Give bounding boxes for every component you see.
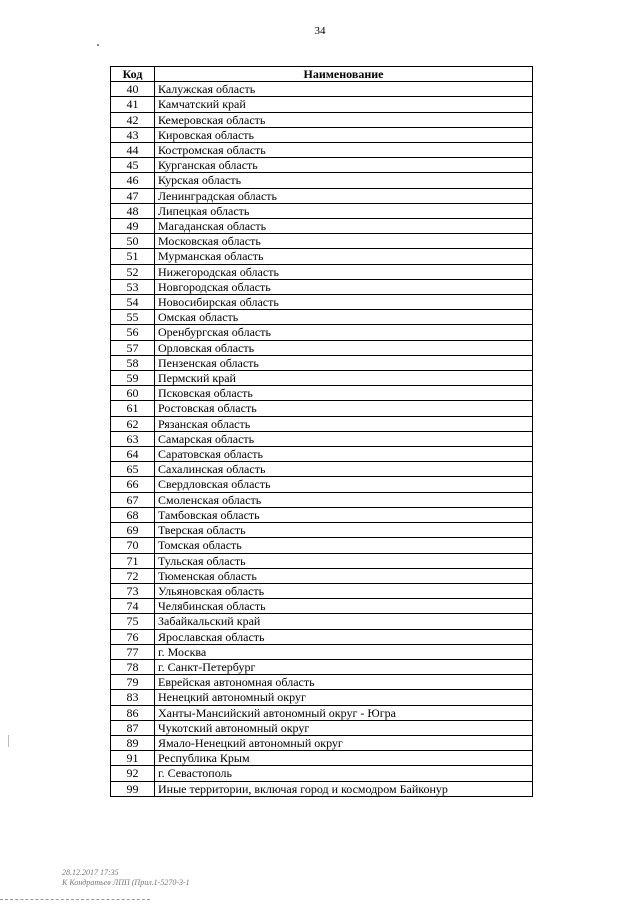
header-name: Наименование	[155, 67, 533, 82]
bottom-dashed-line	[0, 899, 150, 901]
table-row	[111, 416, 533, 431]
row-name: Сахалинская область	[155, 462, 533, 477]
row-code: 74	[111, 599, 155, 614]
row-code: 79	[111, 675, 155, 690]
table-row	[111, 477, 533, 492]
row-name: Ямало-Ненецкий автономный округ	[155, 735, 533, 750]
header-code: Код	[111, 67, 155, 82]
row-code: 99	[111, 781, 155, 796]
row-code: 54	[111, 295, 155, 310]
row-name: Забайкальский край	[155, 614, 533, 629]
table-row	[111, 614, 533, 629]
table-row	[111, 158, 533, 173]
row-code: 53	[111, 279, 155, 294]
table-row	[111, 82, 533, 97]
row-code: 87	[111, 720, 155, 735]
row-code: 59	[111, 371, 155, 386]
row-name: Тюменская область	[155, 568, 533, 583]
row-code: 45	[111, 158, 155, 173]
row-name: Пермский край	[155, 371, 533, 386]
row-code: 52	[111, 264, 155, 279]
row-name: Еврейская автономная область	[155, 675, 533, 690]
row-name: г. Санкт-Петербург	[155, 659, 533, 674]
page-number: 34	[314, 25, 326, 37]
table-row	[111, 751, 533, 766]
table-row	[111, 538, 533, 553]
table-row	[111, 219, 533, 234]
row-name: Магаданская область	[155, 219, 533, 234]
row-name: г. Севастополь	[155, 766, 533, 781]
row-code: 66	[111, 477, 155, 492]
row-code: 62	[111, 416, 155, 431]
row-name: Курская область	[155, 173, 533, 188]
row-code: 47	[111, 188, 155, 203]
region-code-table-container	[110, 66, 533, 797]
row-name: Свердловская область	[155, 477, 533, 492]
table-row	[111, 310, 533, 325]
table-row	[111, 599, 533, 614]
table-row	[111, 492, 533, 507]
row-name: Кемеровская область	[155, 112, 533, 127]
row-name: Ненецкий автономный округ	[155, 690, 533, 705]
row-code: 55	[111, 310, 155, 325]
row-code: 70	[111, 538, 155, 553]
row-name: Московская область	[155, 234, 533, 249]
table-row	[111, 629, 533, 644]
table-row	[111, 97, 533, 112]
row-code: 91	[111, 751, 155, 766]
row-code: 76	[111, 629, 155, 644]
table-row	[111, 431, 533, 446]
table-row	[111, 781, 533, 796]
row-code: 77	[111, 644, 155, 659]
region-code-table	[110, 66, 533, 797]
table-row	[111, 264, 533, 279]
table-row	[111, 295, 533, 310]
table-row	[111, 523, 533, 538]
row-code: 58	[111, 355, 155, 370]
row-name: Ярославская область	[155, 629, 533, 644]
table-row	[111, 112, 533, 127]
row-code: 78	[111, 659, 155, 674]
table-row	[111, 355, 533, 370]
row-code: 41	[111, 97, 155, 112]
scan-margin-mark	[8, 735, 9, 747]
table-row	[111, 705, 533, 720]
row-code: 65	[111, 462, 155, 477]
row-code: 86	[111, 705, 155, 720]
table-body	[111, 82, 533, 797]
table-row	[111, 127, 533, 142]
row-name: Новосибирская область	[155, 295, 533, 310]
row-code: 72	[111, 568, 155, 583]
table-row	[111, 659, 533, 674]
row-code: 50	[111, 234, 155, 249]
table-row	[111, 173, 533, 188]
table-row	[111, 735, 533, 750]
row-code: 64	[111, 447, 155, 462]
table-row	[111, 386, 533, 401]
row-name: Рязанская область	[155, 416, 533, 431]
table-row	[111, 340, 533, 355]
row-name: Смоленская область	[155, 492, 533, 507]
row-name: Иные территории, включая город и космодром Байконур	[155, 781, 533, 796]
row-name: Камчатский край	[155, 97, 533, 112]
table-row	[111, 690, 533, 705]
table-row	[111, 325, 533, 340]
row-code: 40	[111, 82, 155, 97]
row-code: 46	[111, 173, 155, 188]
footer-stamp	[62, 868, 190, 888]
row-code: 83	[111, 690, 155, 705]
row-code: 49	[111, 219, 155, 234]
table-row	[111, 553, 533, 568]
table-row	[111, 371, 533, 386]
table-row	[111, 143, 533, 158]
row-code: 57	[111, 340, 155, 355]
row-name: Курганская область	[155, 158, 533, 173]
row-name: Новгородская область	[155, 279, 533, 294]
table-row	[111, 583, 533, 598]
row-name: Ульяновская область	[155, 583, 533, 598]
row-name: Тверская область	[155, 523, 533, 538]
row-name: Ханты-Мансийский автономный округ - Югра	[155, 705, 533, 720]
row-code: 75	[111, 614, 155, 629]
row-name: Саратовская область	[155, 447, 533, 462]
row-name: Ростовская область	[155, 401, 533, 416]
row-name: Самарская область	[155, 431, 533, 446]
row-code: 71	[111, 553, 155, 568]
row-name: Нижегородская область	[155, 264, 533, 279]
row-code: 51	[111, 249, 155, 264]
row-name: Томская область	[155, 538, 533, 553]
table-row	[111, 401, 533, 416]
row-code: 63	[111, 431, 155, 446]
row-name: Чукотский автономный округ	[155, 720, 533, 735]
row-name: Челябинская область	[155, 599, 533, 614]
row-name: Тамбовская область	[155, 507, 533, 522]
scan-speck	[97, 44, 99, 46]
row-code: 56	[111, 325, 155, 340]
row-name: Мурманская область	[155, 249, 533, 264]
row-name: Орловская область	[155, 340, 533, 355]
row-code: 42	[111, 112, 155, 127]
table-row	[111, 234, 533, 249]
row-code: 67	[111, 492, 155, 507]
row-name: г. Москва	[155, 644, 533, 659]
table-row	[111, 644, 533, 659]
row-code: 48	[111, 203, 155, 218]
footer-file-ref: К Кондратьев ЛПП (Прил.1-5270-3-1	[62, 878, 190, 887]
table-row	[111, 720, 533, 735]
row-name: Оренбургская область	[155, 325, 533, 340]
footer-timestamp: 28.12.2017 17:35	[62, 868, 119, 877]
row-code: 60	[111, 386, 155, 401]
row-code: 92	[111, 766, 155, 781]
row-code: 43	[111, 127, 155, 142]
table-row	[111, 462, 533, 477]
table-header-row	[111, 67, 533, 82]
row-name: Кировская область	[155, 127, 533, 142]
row-name: Ленинградская область	[155, 188, 533, 203]
table-row	[111, 279, 533, 294]
row-name: Пензенская область	[155, 355, 533, 370]
table-row	[111, 507, 533, 522]
table-row	[111, 188, 533, 203]
row-code: 73	[111, 583, 155, 598]
row-code: 89	[111, 735, 155, 750]
row-code: 69	[111, 523, 155, 538]
row-name: Костромская область	[155, 143, 533, 158]
row-name: Калужская область	[155, 82, 533, 97]
row-name: Республика Крым	[155, 751, 533, 766]
table-row	[111, 766, 533, 781]
row-name: Псковская область	[155, 386, 533, 401]
table-row	[111, 249, 533, 264]
table-row	[111, 568, 533, 583]
table-row	[111, 447, 533, 462]
row-code: 68	[111, 507, 155, 522]
row-code: 61	[111, 401, 155, 416]
row-code: 44	[111, 143, 155, 158]
row-name: Тульская область	[155, 553, 533, 568]
table-row	[111, 675, 533, 690]
table-row	[111, 203, 533, 218]
row-name: Липецкая область	[155, 203, 533, 218]
row-name: Омская область	[155, 310, 533, 325]
